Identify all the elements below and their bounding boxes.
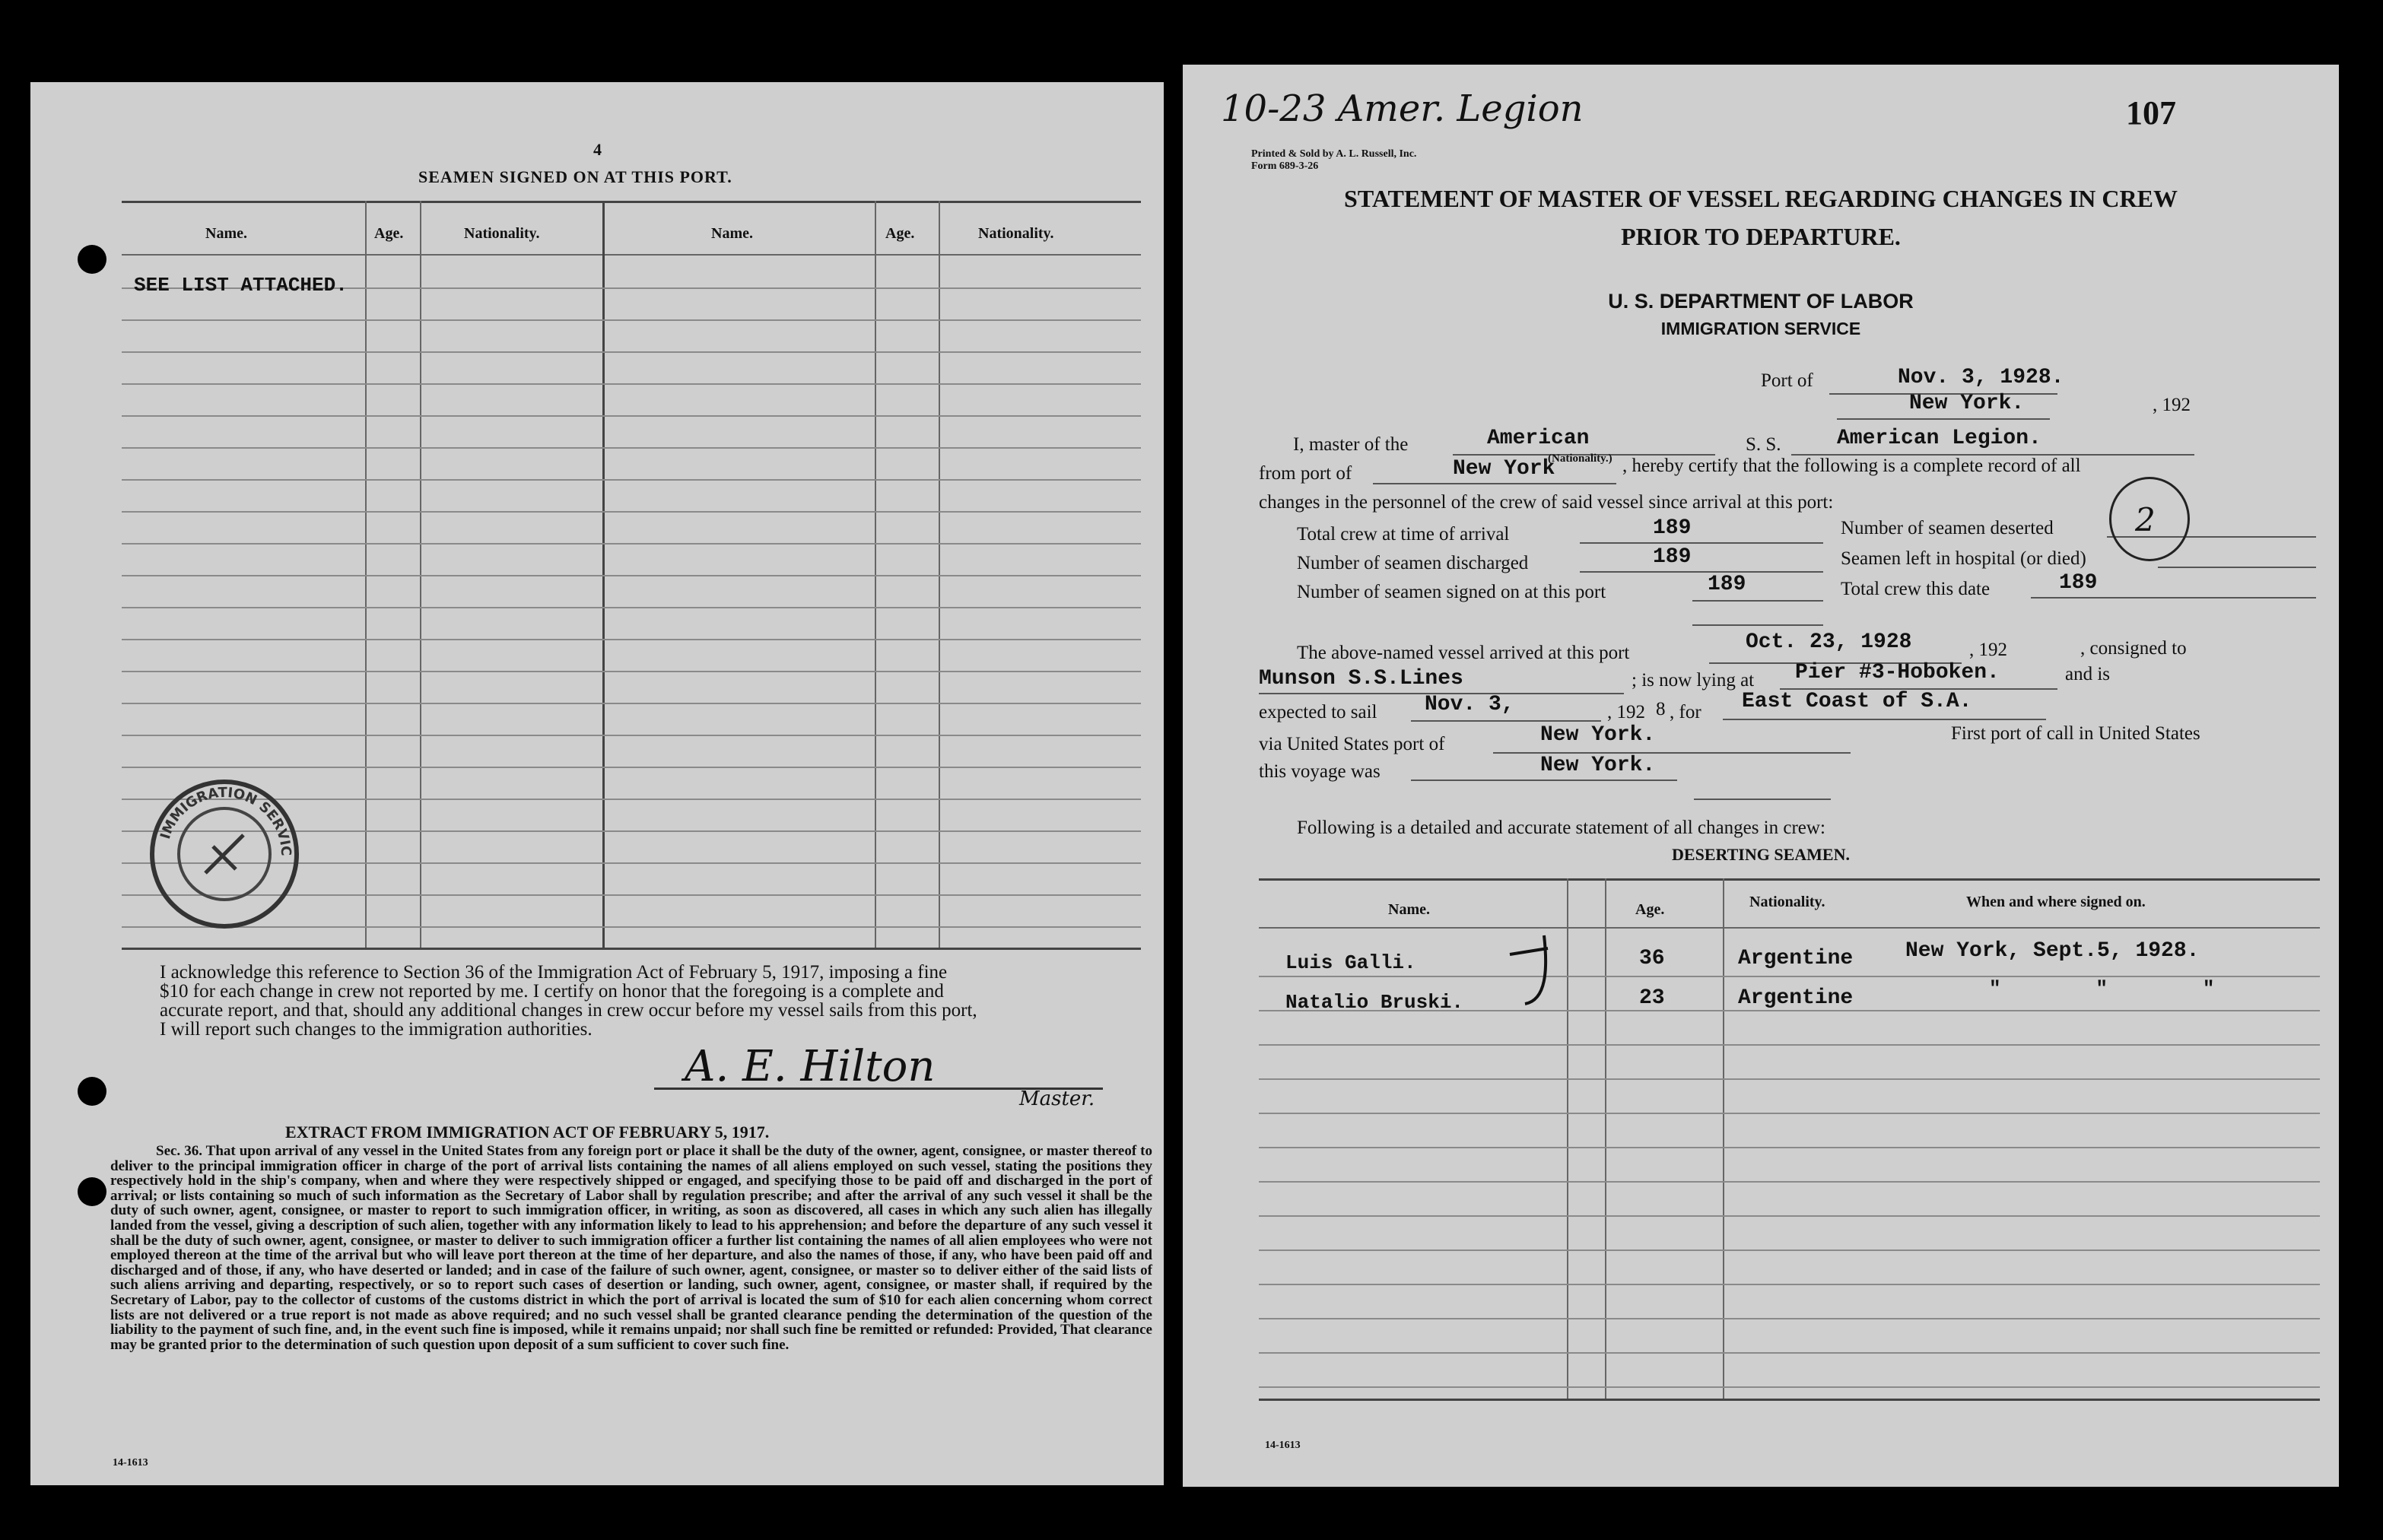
form-number: 14-1613 (113, 1457, 148, 1469)
nationality-value: American (1487, 427, 1590, 450)
date-value: Nov. 3, 1928. (1898, 366, 2064, 389)
circled-mark (2109, 477, 2190, 561)
table-rule (1259, 1352, 2320, 1354)
deserter-nationality: Argentine (1738, 986, 1854, 1010)
table-rule (122, 671, 1141, 672)
form-number: 14-1613 (1265, 1440, 1301, 1451)
via-value: New York. (1540, 723, 1656, 747)
certification-text: I acknowledge this reference to Section 36 of the Immigration Act of February 5, 1917, imposing a fine $10 for each change in crew not reported by me. I certify on honor that the foregoing is a complete and accurate report, and that, should any additional changes in crew occur before my vessel sails from this port, I will report such changes to the immigration authorities. (160, 962, 977, 1040)
discharged-value: 189 (1653, 545, 1692, 569)
document-subtitle: PRIOR TO DEPARTURE. (1621, 223, 1901, 250)
table-rule (1259, 1044, 2320, 1046)
expected-value: Nov. 3, (1425, 693, 1514, 716)
port-value: New York. (1909, 392, 2025, 415)
column-header: Nationality. (1749, 894, 1825, 910)
table-rule (122, 351, 1141, 353)
deserter-name: Natalio Bruski. (1285, 991, 1464, 1014)
table-rule (1259, 1284, 2320, 1285)
table-rule (122, 319, 1141, 321)
table-rule (1259, 1078, 2320, 1080)
punch-hole (78, 1177, 106, 1206)
section-heading: SEAMEN SIGNED ON AT THIS PORT. (418, 167, 732, 186)
column-header: Nationality. (464, 225, 540, 242)
deserter-nationality: Argentine (1738, 947, 1854, 970)
table-rule (122, 415, 1141, 417)
punch-hole (78, 245, 106, 274)
table-rule (122, 447, 1141, 449)
punch-hole (78, 1077, 106, 1106)
table-rule (1259, 1113, 2320, 1114)
table-rule (122, 607, 1141, 608)
table-rule (122, 383, 1141, 385)
deserter-name: Luis Galli. (1285, 951, 1416, 974)
table-rule (1259, 1318, 2320, 1319)
table-rule (1259, 1249, 2320, 1251)
column-header: Nationality. (978, 225, 1054, 242)
table-rule (122, 639, 1141, 640)
table-rule (1259, 1215, 2320, 1217)
consignee-value: Munson S.S.Lines (1259, 667, 1463, 691)
check-mark (1502, 932, 1563, 1015)
master-label: Master. (1019, 1088, 1095, 1110)
lying-value: Pier #3-Hoboken. (1795, 661, 2000, 684)
table-rule (122, 543, 1141, 545)
arrived-value: Oct. 23, 1928 (1746, 630, 1912, 654)
table-rule (122, 575, 1141, 576)
page-number: 107 (2126, 94, 2176, 132)
master-signature: A. E. Hilton (685, 1042, 936, 1091)
table-rule (1259, 1147, 2320, 1148)
extract-title: EXTRACT FROM IMMIGRATION ACT OF FEBRUARY 5, 1917. (285, 1122, 770, 1142)
column-header: Age. (1635, 901, 1665, 918)
ditto-marks: " " " (1989, 977, 2215, 1000)
table-rule (122, 735, 1141, 736)
service: IMMIGRATION SERVICE (1660, 319, 1861, 338)
deserter-signed: New York, Sept.5, 1928. (1905, 939, 2200, 963)
table-rule (122, 511, 1141, 513)
crew-date-value: 189 (2059, 571, 2098, 595)
deserter-age: 36 (1639, 947, 1665, 970)
table-rule (1259, 1386, 2320, 1388)
deserted-value: 2 (2135, 501, 2156, 538)
column-header: Name. (1388, 901, 1430, 918)
department: U. S. DEPARTMENT OF LABOR (1608, 290, 1914, 313)
list-entry: SEE LIST ATTACHED. (134, 274, 348, 297)
column-header: Name. (711, 225, 753, 242)
handwritten-note: 10-23 Amer. Legion (1221, 87, 1584, 130)
table-rule (122, 703, 1141, 704)
signed-on-value: 189 (1708, 573, 1746, 596)
from-port-value: New York (1453, 457, 1555, 481)
page-number: 4 (593, 140, 602, 159)
total-crew-value: 189 (1653, 516, 1692, 540)
left-page (30, 82, 1164, 1485)
table-rule (122, 479, 1141, 481)
column-header: Age. (885, 225, 915, 242)
ship-value: American Legion. (1837, 427, 2041, 450)
deserting-heading: DESERTING SEAMEN. (1672, 845, 1850, 864)
table-rule (122, 767, 1141, 768)
voyage-value: New York. (1540, 754, 1656, 777)
document-title: STATEMENT OF MASTER OF VESSEL REGARDING CHANGES IN CREW (1344, 185, 2178, 212)
column-header: Age. (374, 225, 404, 242)
column-header: Name. (205, 225, 247, 242)
deserter-age: 23 (1639, 986, 1665, 1010)
form-id: Form 689-3-26 (1251, 160, 1319, 172)
nationality-caption: (Nationality.) (1548, 452, 1612, 465)
immigration-stamp (145, 774, 304, 934)
right-page: 10-23 Amer. Legion 107 Printed & Sold by A. L. Russell, Inc. Form 689-3-26 STATEMENT OF MASTER OF VESSEL REGARDING CHANGES IN CREW PRIOR TO DEPARTURE. U. S. DEPARTMENT OF LABOR IMMIGRATION SERVICE Port of Nov. 3, 1928. New York. , 192 I, master of the American (Nationality.) S. S. American Legion. from port of New York , hereby certify that the following is a complete record of all changes in the personnel of the crew of said vessel since arrival at this port: Total crew at time of arrival 189 Number of seamen deserted 2 Number of seamen discharged 189 Seamen left in hospital (or died) Number of seamen signed on at this port 189 Total crew this date 189 The above-named vessel arrived at this port Oct. 23, 1928 , 192 , consigned to Munson S.S.Lines ; is now lying at Pier #3-Hoboken. and is expected to sail Nov. 3, , 192 8 , for East Coast of S.A. via United States port of New York. First port of call in United States this voyage was New York. Following is a detailed and accurate statement of all changes in crew: DESERTING SEAMEN. Name. Age. Nationality. When and where signed on. Luis Galli. 36 Argentine New York, Sept.5, 1928. Natalio Bruski. 23 Argentine " " " 14-1613 (1183, 65, 2339, 1487)
svg-text:IMMIGRATION SERVICE: IMMIGRATION SERVIC (157, 784, 294, 857)
column-header: When and where signed on. (1966, 894, 2146, 910)
table-rule (1259, 1181, 2320, 1183)
destination-value: East Coast of S.A. (1742, 690, 1972, 713)
extract-text: Sec. 36. That upon arrival of any vessel in the United States from any foreign port or place it shall be the duty of the owner, agent, consignee, or master thereof to deliver to the principal immigration officer in charge of the port of arrival lists containing the names of all aliens employed on such vessel, stating the positions they respectively hold in the ship's company, when and where they were respectively shipped or engaged, and specifying those to be paid off and discharged in the port of arrival; or lists containing so much of such information as the Secretary of Labor shall by regulation prescribe; and after the arrival of any such vessel it shall be the duty of such owner, agent, consignee, or master to report to such immigration officer, in writing, as soon as discovered, all cases in which any such alien has illegally landed from the vessel, giving a description of such alien, together with any information likely to lead to his apprehension; and before the departure of any such vessel it shall be the duty of such owner, agent, consignee, or master to deliver to such immigration officer a further list containing the names of all alien employees who were not employed thereon at the time of the arrival but who will leave port thereon at the time of her departure, and also the names of those, if any, who have been paid off and discharged and of those, if any, who have deserted or landed; and in case of the failure of such owner, agent, consignee, or master so to deliver either of the said lists of such aliens arriving and departing, respectively, or so to report such cases of desertion or landing, such owner, agent, consignee, or master shall, if required by the Secretary of Labor, pay to the collector of customs of the customs district in which the port of arrival is located the sum of $10 for each alien concerning whom correct lists are not delivered or a true report is not made as above required; and no such vessel shall be granted clearance pending the determination of the question of the liability to the payment of such fine, and, in the event such fine is imposed, while it remains unpaid; nor shall such fine be remitted or refunded: Provided, That clearance may be granted prior to the determination of such question upon deposit of a sum sufficient to cover such fine. (110, 1143, 1152, 1353)
printer-line: Printed & Sold by A. L. Russell, Inc. (1251, 148, 1417, 160)
